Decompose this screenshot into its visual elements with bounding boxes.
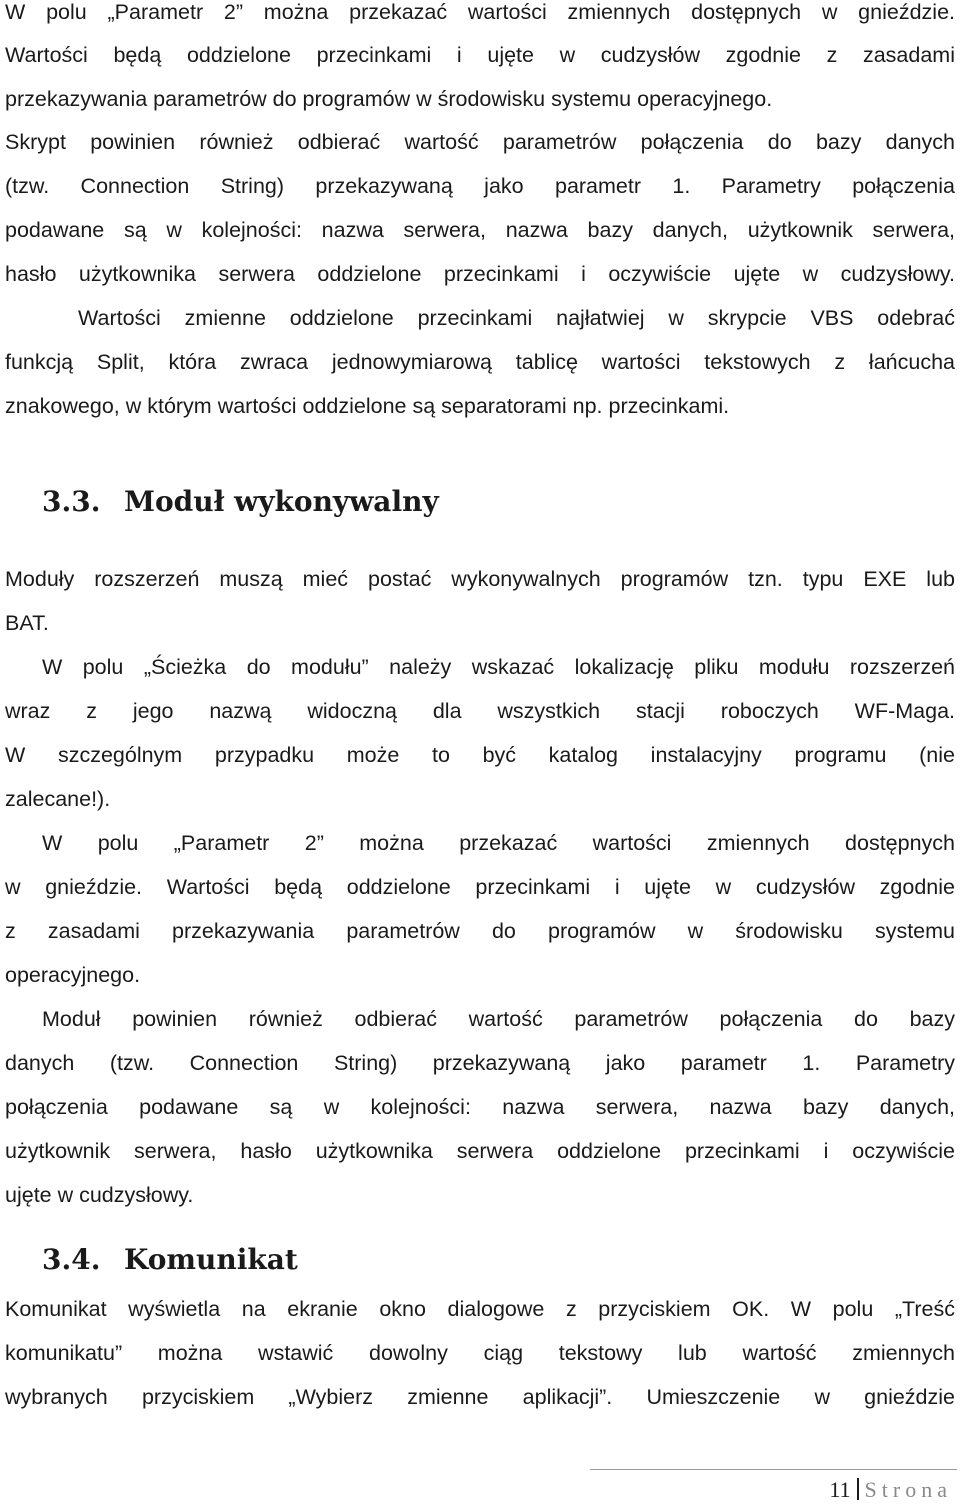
- paragraph-line: Wartości będą oddzielone przecinkami i ujęte w cudzysłów zgodnie z zasadami: [5, 43, 955, 67]
- section-heading: [42, 482, 439, 522]
- paragraph-line: Komunikat wyświetla na ekranie okno dialogowe z przyciskiem OK. W polu „Treść: [5, 1297, 955, 1321]
- paragraph-line: użytkownik serwera, hasło użytkownika serwera oddzielone przecinkami i oczywiście: [5, 1139, 955, 1163]
- footer-rule: [590, 1469, 957, 1470]
- section-number: 3.4.: [42, 1243, 101, 1276]
- paragraph-line: W polu „Parametr 2” można przekazać wartości zmiennych dostępnych: [42, 831, 955, 855]
- section-title: Komunikat: [124, 1243, 298, 1276]
- paragraph-line: W polu „Parametr 2” można przekazać wartości zmiennych dostępnych w gnieździe.: [5, 0, 955, 24]
- paragraph-line: zalecane!).: [5, 787, 111, 811]
- paragraph-line: z zasadami przekazywania parametrów do programów w środowisku systemu: [5, 919, 955, 943]
- page-number: 11: [829, 1477, 851, 1502]
- section-title: Moduł wykonywalny: [124, 485, 439, 518]
- paragraph-line: znakowego, w którym wartości oddzielone są separatorami np. przecinkami.: [5, 394, 730, 418]
- paragraph-line: W szczególnym przypadku może to być katalog instalacyjny programu (nie: [5, 743, 955, 767]
- paragraph-line: W polu „Ścieżka do modułu” należy wskazać lokalizację pliku modułu rozszerzeń: [42, 655, 955, 679]
- paragraph-line: Moduł powinien również odbierać wartość parametrów połączenia do bazy: [42, 1007, 955, 1031]
- paragraph-line: funkcją Split, która zwraca jednowymiarową tablicę wartości tekstowych z łańcucha: [5, 350, 955, 374]
- paragraph-line: (tzw. Connection String) przekazywaną jako parametr 1. Parametry połączenia: [5, 174, 955, 198]
- paragraph-line: BAT.: [5, 611, 49, 635]
- page-footer: [829, 1476, 952, 1504]
- paragraph-line: danych (tzw. Connection String) przekazywaną jako parametr 1. Parametry: [5, 1051, 955, 1075]
- paragraph-line: Wartości zmienne oddzielone przecinkami najłatwiej w skrypcie VBS odebrać: [78, 306, 955, 330]
- paragraph-line: w gnieździe. Wartości będą oddzielone przecinkami i ujęte w cudzysłów zgodnie: [5, 875, 955, 899]
- paragraph-line: Moduły rozszerzeń muszą mieć postać wykonywalnych programów tzn. typu EXE lub: [5, 567, 955, 591]
- paragraph-line: przekazywania parametrów do programów w środowisku systemu operacyjnego.: [5, 87, 773, 111]
- section-number: 3.3.: [42, 485, 101, 518]
- paragraph-line: komunikatu” można wstawić dowolny ciąg tekstowy lub wartość zmiennych: [5, 1341, 955, 1365]
- paragraph-line: operacyjnego.: [5, 963, 141, 987]
- paragraph-line: wraz z jego nazwą widoczną dla wszystkich stacji roboczych WF-Maga.: [5, 699, 955, 723]
- section-heading: [42, 1240, 298, 1280]
- page-label: Strona: [864, 1477, 952, 1502]
- paragraph-line: połączenia podawane są w kolejności: nazwa serwera, nazwa bazy danych,: [5, 1095, 955, 1119]
- paragraph-line: podawane są w kolejności: nazwa serwera, nazwa bazy danych, użytkownik serwera,: [5, 218, 955, 242]
- paragraph-line: hasło użytkownika serwera oddzielone przecinkami i oczywiście ujęte w cudzysłowy.: [5, 262, 955, 286]
- paragraph-line: ujęte w cudzysłowy.: [5, 1183, 194, 1207]
- paragraph-line: wybranych przyciskiem „Wybierz zmienne aplikacji”. Umieszczenie w gnieździe: [5, 1385, 955, 1409]
- footer-separator: [857, 1478, 859, 1500]
- paragraph-line: Skrypt powinien również odbierać wartość parametrów połączenia do bazy danych: [5, 130, 955, 154]
